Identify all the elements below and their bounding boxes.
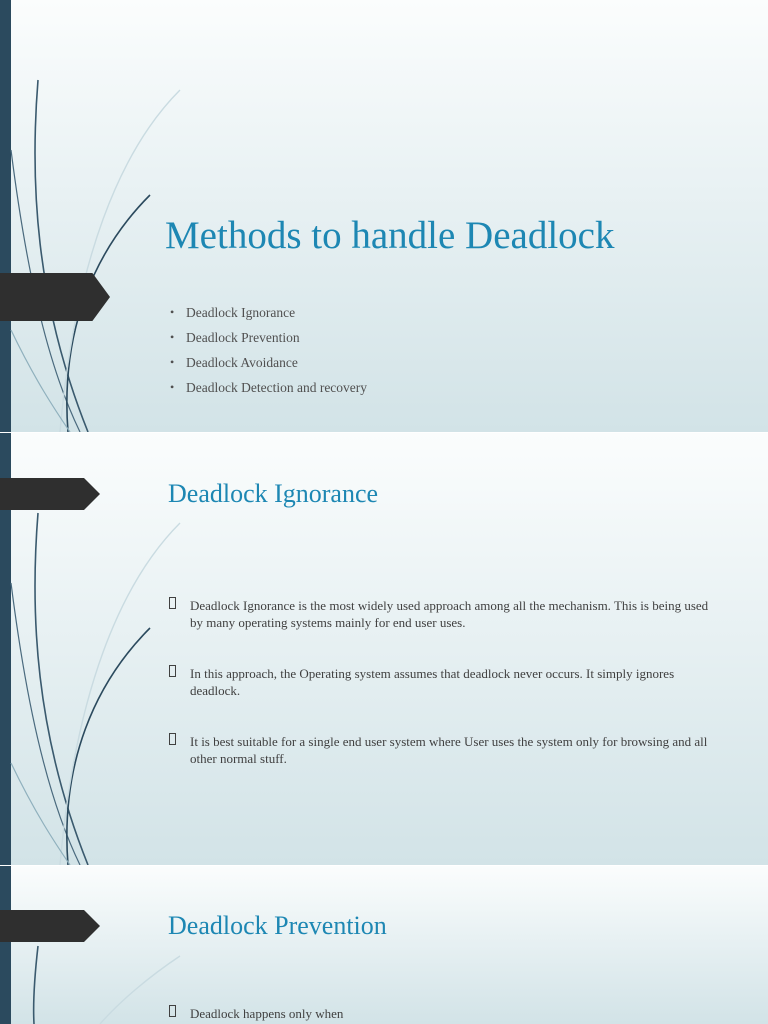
paragraph bbox=[169, 597, 709, 631]
slide-title: Deadlock Prevention bbox=[168, 911, 387, 940]
bullet-item: • Deadlock Prevention bbox=[166, 330, 367, 355]
paragraph bbox=[169, 1005, 709, 1022]
missing-glyph-box-icon bbox=[169, 733, 176, 745]
paragraph-text: Deadlock happens only when bbox=[190, 1006, 344, 1021]
paragraph-text: It is best suitable for a single end user system where User uses the system only for browsing and all other normal stuff. bbox=[190, 734, 708, 766]
missing-glyph-box-icon bbox=[169, 1005, 176, 1017]
paragraph-text: In this approach, the Operating system assumes that deadlock never occurs. It simply ignores deadlock. bbox=[190, 666, 675, 698]
arrow-tab-icon bbox=[0, 273, 110, 321]
bullet-item: • Deadlock Ignorance bbox=[166, 305, 367, 330]
paragraph bbox=[169, 665, 709, 699]
slide-title: Methods to handle Deadlock bbox=[165, 214, 615, 257]
arrow-tab-icon bbox=[0, 910, 100, 942]
decorative-swoosh-lines bbox=[0, 866, 200, 1024]
paragraph bbox=[169, 733, 709, 767]
bullet-item: • Deadlock Detection and recovery bbox=[166, 380, 367, 405]
slide-methods bbox=[0, 0, 768, 432]
arrow-tab-icon bbox=[0, 478, 100, 510]
slide-deadlock-prevention bbox=[0, 866, 768, 1024]
bullet-list bbox=[166, 305, 367, 405]
slide-title: Deadlock Ignorance bbox=[168, 479, 379, 508]
missing-glyph-box-icon bbox=[169, 665, 176, 677]
bullet-item: • Deadlock Avoidance bbox=[166, 355, 367, 380]
slide-deadlock-ignorance bbox=[0, 433, 768, 865]
missing-glyph-box-icon bbox=[169, 597, 176, 609]
paragraph-text: Deadlock Ignorance is the most widely used approach among all the mechanism. This is being used by many operating systems mainly for end user uses. bbox=[190, 598, 709, 630]
